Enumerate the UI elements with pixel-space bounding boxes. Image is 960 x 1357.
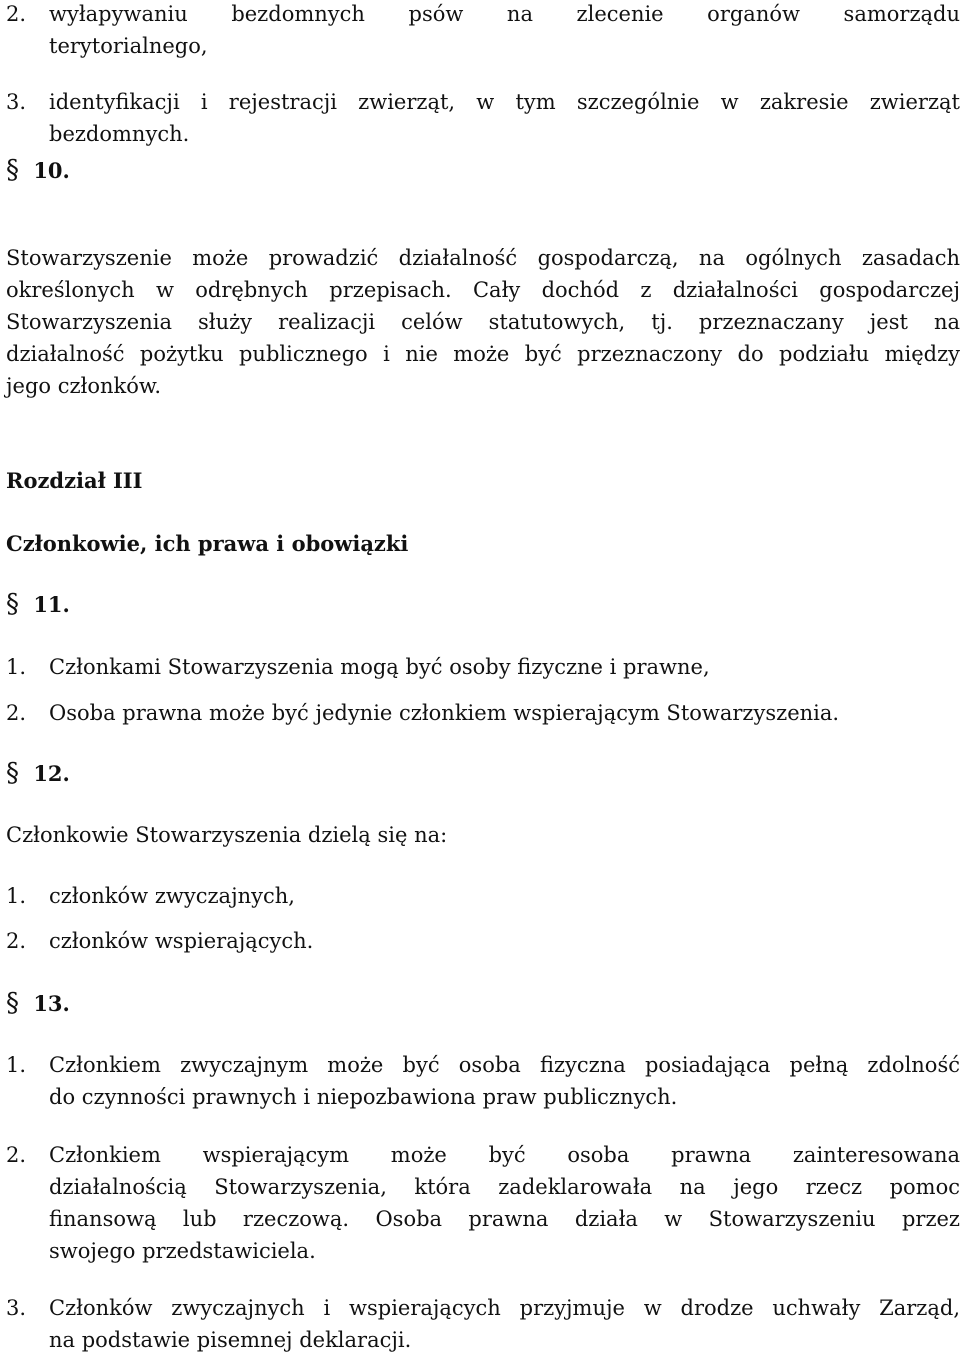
list-item (6, 697, 960, 729)
list-item (6, 86, 960, 150)
item-text: Członkami Stowarzyszenia mogą być osoby fizyczne i prawne, (49, 655, 710, 679)
item-text: działalnością Stowarzyszenia, która zadeklarowała na jego rzecz pomoc (49, 1175, 960, 1199)
section-symbol: § (6, 155, 19, 185)
item-number: 3. (6, 90, 27, 114)
item-number: 2. (6, 2, 27, 26)
item-text: do czynności prawnych i niepozbawiona praw publicznych. (49, 1085, 678, 1109)
list-item (6, 0, 960, 62)
section-heading-11 (6, 588, 70, 621)
item-text: identyfikacji i rejestracji zwierząt, w tym szczególnie w zakresie zwierząt (49, 90, 960, 114)
item-text: finansową lub rzeczową. Osoba prawna działa w Stowarzyszeniu przez (49, 1207, 960, 1231)
item-number: 3. (6, 1296, 27, 1320)
list-item (6, 880, 960, 912)
item-text-continuation: terytorialnego, (49, 34, 208, 58)
paragraph-line: określonych w odrębnych przepisach. Cały dochód z działalności gospodarczej (6, 278, 960, 302)
item-text: swojego przedstawiciela. (49, 1239, 316, 1263)
item-text: Członkiem wspierającym może być osoba prawna zainteresowana (49, 1143, 960, 1167)
section-symbol: § (6, 758, 19, 788)
item-number: 1. (6, 655, 27, 679)
item-text: członków wspierających. (49, 929, 314, 953)
paragraph-line: jego członków. (6, 374, 162, 398)
item-text: Członków zwyczajnych i wspierających przyjmuje w drodze uchwały Zarząd, (49, 1296, 960, 1320)
item-text-continuation: bezdomnych. (49, 122, 190, 146)
section-number: 13. (33, 991, 70, 1016)
item-text: wyłapywaniu bezdomnych psów na zlecenie organów samorządu (49, 2, 960, 26)
paragraph-line: Stowarzyszenie może prowadzić działalność gospodarczą, na ogólnych zasadach (6, 246, 960, 270)
item-number: 2. (6, 1143, 27, 1167)
list-item (6, 1139, 960, 1267)
item-number: 2. (6, 701, 27, 725)
list-item (6, 1292, 960, 1356)
section-number: 11. (33, 592, 70, 617)
item-text: na podstawie pisemnej deklaracji. (49, 1328, 412, 1352)
section-number: 12. (33, 761, 70, 786)
section-10-body (6, 242, 960, 402)
item-number: 1. (6, 1053, 27, 1077)
item-text: członków zwyczajnych, (49, 884, 295, 908)
item-text: Członkiem zwyczajnym może być osoba fizyczna posiadająca pełną zdolność (49, 1053, 960, 1077)
item-text: Osoba prawna może być jedynie członkiem wspierającym Stowarzyszenia. (49, 701, 840, 725)
list-item (6, 1049, 960, 1113)
section-heading-12 (6, 757, 70, 790)
list-item (6, 651, 960, 683)
section-12-intro: Członkowie Stowarzyszenia dzielą się na: (6, 823, 448, 847)
paragraph-line: działalność pożytku publicznego i nie może być przeznaczony do podziału między (6, 342, 960, 366)
section-symbol: § (6, 988, 19, 1018)
list-item (6, 925, 960, 957)
section-number: 10. (33, 158, 70, 183)
section-symbol: § (6, 589, 19, 619)
section-heading-10 (6, 154, 70, 187)
chapter-title: Rozdział III (6, 468, 143, 493)
section-heading-13 (6, 987, 70, 1020)
item-number: 2. (6, 929, 27, 953)
paragraph-line: Stowarzyszenia służy realizacji celów statutowych, tj. przeznaczany jest na (6, 310, 960, 334)
chapter-subtitle: Członkowie, ich prawa i obowiązki (6, 531, 409, 556)
item-number: 1. (6, 884, 27, 908)
